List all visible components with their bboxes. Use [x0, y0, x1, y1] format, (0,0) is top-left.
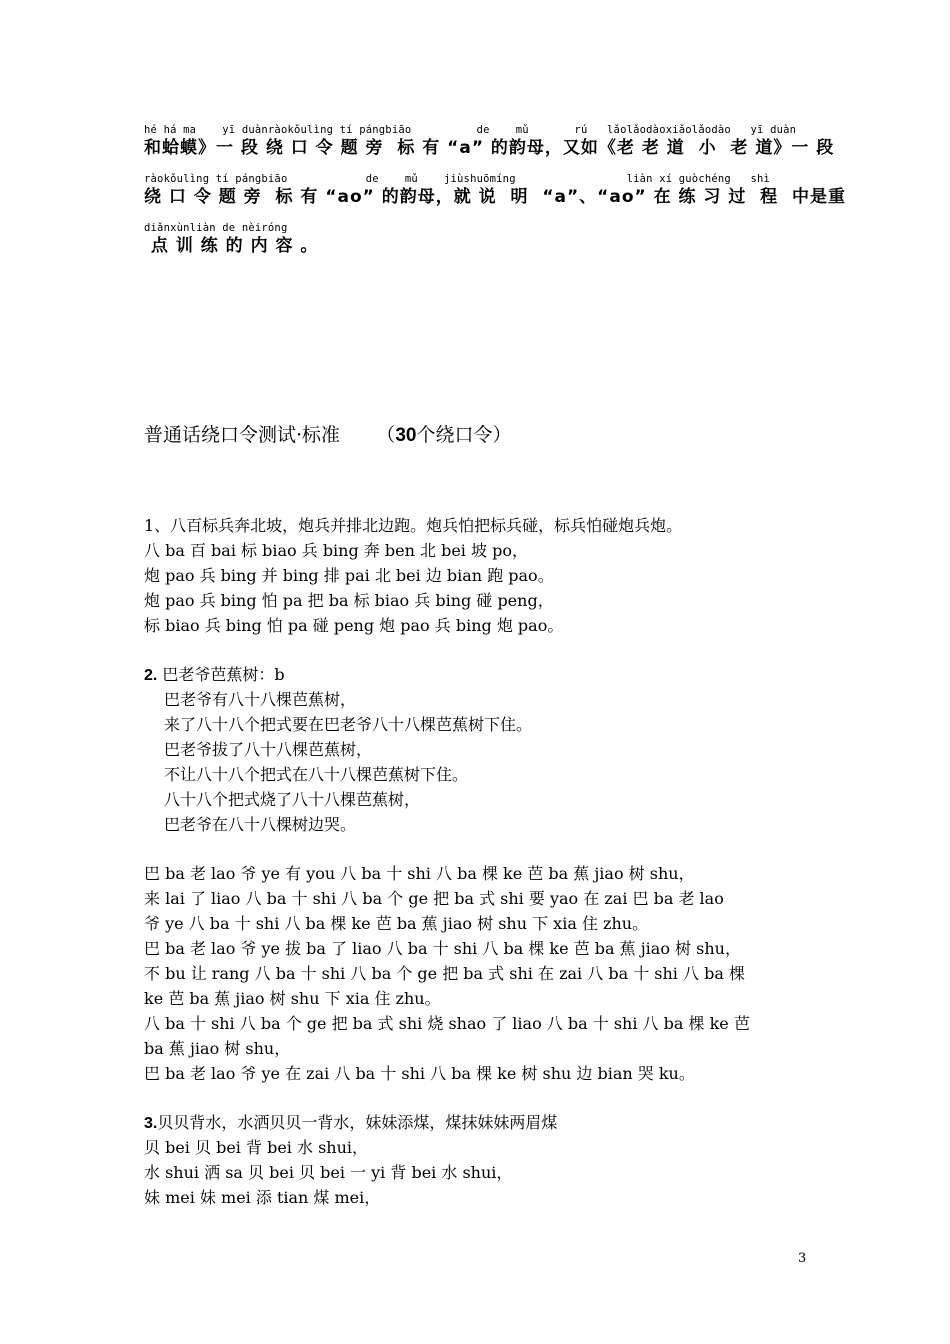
poem-line: 来了八十八个把式要在巴老爷八十八棵芭蕉树下住。 — [164, 715, 533, 734]
text-line: 八 ba 百 bai 标 biao 兵 bing 奔 ben 北 bei 坡 po， — [144, 541, 528, 560]
pinyin-annotation: diǎnxùnliàn de nèiróng — [144, 222, 288, 234]
text-line: 不 bu 让 rang 八 ba 十 shi 八 ba 个 ge 把 ba 式 shi 在 zai 八 ba 十 shi 八 ba 棵 — [144, 964, 745, 983]
section-heading — [144, 662, 824, 687]
text-line: ke 芭 ba 蕉 jiao 树 shu 下 xia 住 zhu。 — [144, 989, 441, 1008]
text-line: 炮 pao 兵 bing 并 bing 排 pai 北 bei 边 bian 跑 pao。 — [144, 566, 554, 585]
poem-line: 巴老爷有八十八棵芭蕉树， — [164, 690, 357, 709]
pinyin-annotation: hé há ma yī duànràokǒulìng tí pángbiāo de mǔ rú lǎolǎodàoxiǎolǎodào yī duàn — [144, 124, 797, 136]
text-line: 来 lai 了 liao 八 ba 十 shi 八 ba 个 ge 把 ba 式 shi 要 yao 在 zai 巴 ba 老 lao — [144, 889, 724, 908]
text-line: ba 蕉 jiao 树 shu， — [144, 1039, 291, 1058]
text-line: 炮 pao 兵 bing 怕 pa 把 ba 标 biao 兵 bing 碰 peng， — [144, 591, 554, 610]
pinyin-annotation: ràokǒulìng tí pángbiāo de mǔ jiùshuōmíng liàn xí guòchéng shì — [144, 173, 771, 185]
text-line: 标 biao 兵 bing 怕 pa 碰 peng 炮 pao 兵 bing 炮 pao。 — [144, 616, 564, 635]
text-line: 八 ba 十 shi 八 ba 个 ge 把 ba 式 shi 烧 shao 了 liao 八 ba 十 shi 八 ba 棵 ke 芭 — [144, 1014, 750, 1033]
section-heading-text: 巴老爷芭蕉树：b — [157, 665, 285, 684]
section-number: 3. — [144, 1115, 158, 1132]
ruby-paragraph-line-1 — [144, 124, 835, 159]
poem-line: 八十八个把式烧了八十八棵芭蕉树， — [164, 790, 421, 809]
text-line: 爷 ye 八 ba 十 shi 八 ba 棵 ke 芭 ba 蕉 jiao 树 shu 下 xia 住 zhu。 — [144, 914, 649, 933]
poem-line: 巴老爷拔了八十八棵芭蕉树， — [164, 740, 373, 759]
text-line: 巴 ba 老 lao 爷 ye 有 you 八 ba 十 shi 八 ba 棵 ke 芭 ba 蕉 jiao 树 shu， — [144, 864, 695, 883]
title-paren-rest: 个绕口令） — [416, 424, 512, 446]
document-title — [144, 422, 511, 449]
title-text: 普通话绕口令测试·标准 — [144, 424, 341, 446]
poem-line: 巴老爷在八十八棵树边哭。 — [164, 815, 357, 834]
text-line: 妹 mei 妹 mei 添 tian 煤 mei， — [144, 1188, 381, 1207]
text-line: 巴 ba 老 lao 爷 ye 在 zai 八 ba 十 shi 八 ba 棵 ke 树 shu 边 bian 哭 ku。 — [144, 1064, 695, 1083]
hanzi-text: 点 训 练 的 内 容 。 — [144, 236, 319, 256]
text-line: 巴 ba 老 lao 爷 ye 拔 ba 了 liao 八 ba 十 shi 八 ba 棵 ke 芭 ba 蕉 jiao 树 shu， — [144, 939, 741, 958]
hanzi-text: 绕 口 令 题 旁 标 有 “ao” 的韵母，就 说 明 “a”、“ao” 在 练 习 过 程 中是重 — [144, 187, 847, 207]
ruby-paragraph-line-2 — [144, 173, 847, 208]
page-number: 3 — [798, 1251, 807, 1266]
section-heading — [144, 1110, 824, 1135]
title-count: 30 — [395, 425, 417, 446]
text-line: 水 shui 洒 sa 贝 bei 贝 bei 一 yi 背 bei 水 shui， — [144, 1163, 513, 1182]
text-line: 贝 bei 贝 bei 背 bei 水 shui， — [144, 1138, 369, 1157]
hanzi-text: 和蛤蟆》一 段 绕 口 令 题 旁 标 有 “a” 的韵母，又如《老 老 道 小 老 道》一 段 — [144, 138, 835, 158]
section-heading-text: 贝贝背水，水洒贝贝一背水，妹妹添煤，煤抹妹妹两眉煤 — [157, 1113, 558, 1132]
document-body — [144, 513, 824, 1210]
poem-line: 不让八十八个把式在八十八棵芭蕉树下住。 — [164, 765, 469, 784]
ruby-paragraph-line-3 — [144, 222, 824, 257]
title-paren-open: （ — [376, 424, 396, 446]
text-line: 1、八百标兵奔北坡，炮兵并排北边跑。炮兵怕把标兵碰，标兵怕碰炮兵炮。 — [144, 516, 683, 535]
section-number: 2. — [144, 667, 158, 684]
